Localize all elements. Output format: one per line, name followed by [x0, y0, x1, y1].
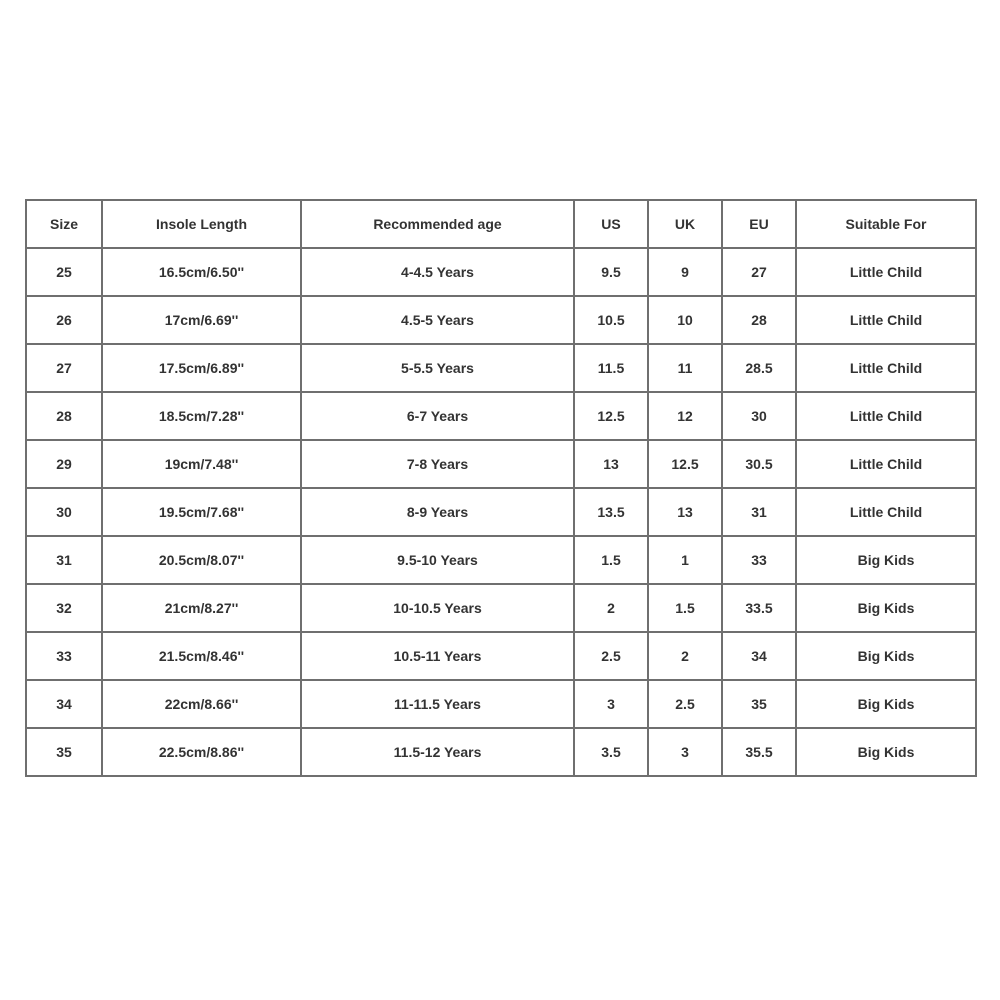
cell-uk: 9: [648, 248, 722, 296]
cell-size: 28: [26, 392, 102, 440]
cell-us: 13.5: [574, 488, 648, 536]
table-row: [26, 248, 976, 296]
table-row: [26, 392, 976, 440]
cell-size: 27: [26, 344, 102, 392]
cell-insole-length: 21cm/8.27'': [102, 584, 301, 632]
cell-uk: 1: [648, 536, 722, 584]
header-size: Size: [26, 200, 102, 248]
cell-size: 29: [26, 440, 102, 488]
cell-suitable-for: Big Kids: [796, 584, 976, 632]
table-row: [26, 728, 976, 776]
table-row: [26, 296, 976, 344]
cell-eu: 28.5: [722, 344, 796, 392]
cell-suitable-for: Big Kids: [796, 632, 976, 680]
table-row: [26, 584, 976, 632]
cell-insole-length: 16.5cm/6.50'': [102, 248, 301, 296]
cell-eu: 35: [722, 680, 796, 728]
size-chart-table: [25, 199, 977, 777]
cell-suitable-for: Little Child: [796, 392, 976, 440]
table-row: [26, 632, 976, 680]
cell-recommended-age: 5-5.5 Years: [301, 344, 574, 392]
cell-uk: 12: [648, 392, 722, 440]
cell-size: 33: [26, 632, 102, 680]
cell-us: 12.5: [574, 392, 648, 440]
cell-eu: 30: [722, 392, 796, 440]
cell-recommended-age: 6-7 Years: [301, 392, 574, 440]
cell-insole-length: 17cm/6.69'': [102, 296, 301, 344]
cell-us: 2.5: [574, 632, 648, 680]
cell-uk: 2: [648, 632, 722, 680]
cell-suitable-for: Little Child: [796, 296, 976, 344]
cell-eu: 33: [722, 536, 796, 584]
cell-uk: 13: [648, 488, 722, 536]
header-eu: EU: [722, 200, 796, 248]
cell-us: 2: [574, 584, 648, 632]
cell-suitable-for: Big Kids: [796, 536, 976, 584]
cell-recommended-age: 4.5-5 Years: [301, 296, 574, 344]
cell-us: 9.5: [574, 248, 648, 296]
cell-recommended-age: 10-10.5 Years: [301, 584, 574, 632]
cell-suitable-for: Little Child: [796, 248, 976, 296]
cell-us: 3: [574, 680, 648, 728]
cell-suitable-for: Little Child: [796, 488, 976, 536]
cell-uk: 12.5: [648, 440, 722, 488]
cell-size: 25: [26, 248, 102, 296]
cell-uk: 3: [648, 728, 722, 776]
header-us: US: [574, 200, 648, 248]
cell-recommended-age: 11.5-12 Years: [301, 728, 574, 776]
cell-us: 3.5: [574, 728, 648, 776]
table-row: [26, 440, 976, 488]
cell-suitable-for: Big Kids: [796, 680, 976, 728]
cell-insole-length: 18.5cm/7.28'': [102, 392, 301, 440]
cell-uk: 2.5: [648, 680, 722, 728]
table-row: [26, 488, 976, 536]
table-row: [26, 344, 976, 392]
cell-recommended-age: 11-11.5 Years: [301, 680, 574, 728]
cell-size: 34: [26, 680, 102, 728]
cell-eu: 30.5: [722, 440, 796, 488]
cell-uk: 11: [648, 344, 722, 392]
cell-us: 11.5: [574, 344, 648, 392]
cell-insole-length: 20.5cm/8.07'': [102, 536, 301, 584]
cell-insole-length: 17.5cm/6.89'': [102, 344, 301, 392]
cell-insole-length: 21.5cm/8.46'': [102, 632, 301, 680]
cell-eu: 33.5: [722, 584, 796, 632]
cell-eu: 27: [722, 248, 796, 296]
cell-us: 10.5: [574, 296, 648, 344]
cell-eu: 28: [722, 296, 796, 344]
cell-insole-length: 22.5cm/8.86'': [102, 728, 301, 776]
cell-suitable-for: Little Child: [796, 344, 976, 392]
table-row: [26, 680, 976, 728]
cell-recommended-age: 9.5-10 Years: [301, 536, 574, 584]
cell-eu: 34: [722, 632, 796, 680]
cell-recommended-age: 8-9 Years: [301, 488, 574, 536]
cell-recommended-age: 4-4.5 Years: [301, 248, 574, 296]
header-insole-length: Insole Length: [102, 200, 301, 248]
header-recommended-age: Recommended age: [301, 200, 574, 248]
cell-eu: 31: [722, 488, 796, 536]
cell-us: 13: [574, 440, 648, 488]
cell-recommended-age: 7-8 Years: [301, 440, 574, 488]
cell-size: 31: [26, 536, 102, 584]
table-body: [26, 248, 976, 776]
table-header-row: [26, 200, 976, 248]
header-suitable-for: Suitable For: [796, 200, 976, 248]
cell-insole-length: 19cm/7.48'': [102, 440, 301, 488]
cell-uk: 1.5: [648, 584, 722, 632]
cell-recommended-age: 10.5-11 Years: [301, 632, 574, 680]
cell-size: 30: [26, 488, 102, 536]
cell-us: 1.5: [574, 536, 648, 584]
cell-suitable-for: Big Kids: [796, 728, 976, 776]
header-uk: UK: [648, 200, 722, 248]
cell-uk: 10: [648, 296, 722, 344]
cell-size: 32: [26, 584, 102, 632]
cell-insole-length: 19.5cm/7.68'': [102, 488, 301, 536]
cell-eu: 35.5: [722, 728, 796, 776]
cell-size: 35: [26, 728, 102, 776]
table-row: [26, 536, 976, 584]
cell-insole-length: 22cm/8.66'': [102, 680, 301, 728]
cell-size: 26: [26, 296, 102, 344]
cell-suitable-for: Little Child: [796, 440, 976, 488]
